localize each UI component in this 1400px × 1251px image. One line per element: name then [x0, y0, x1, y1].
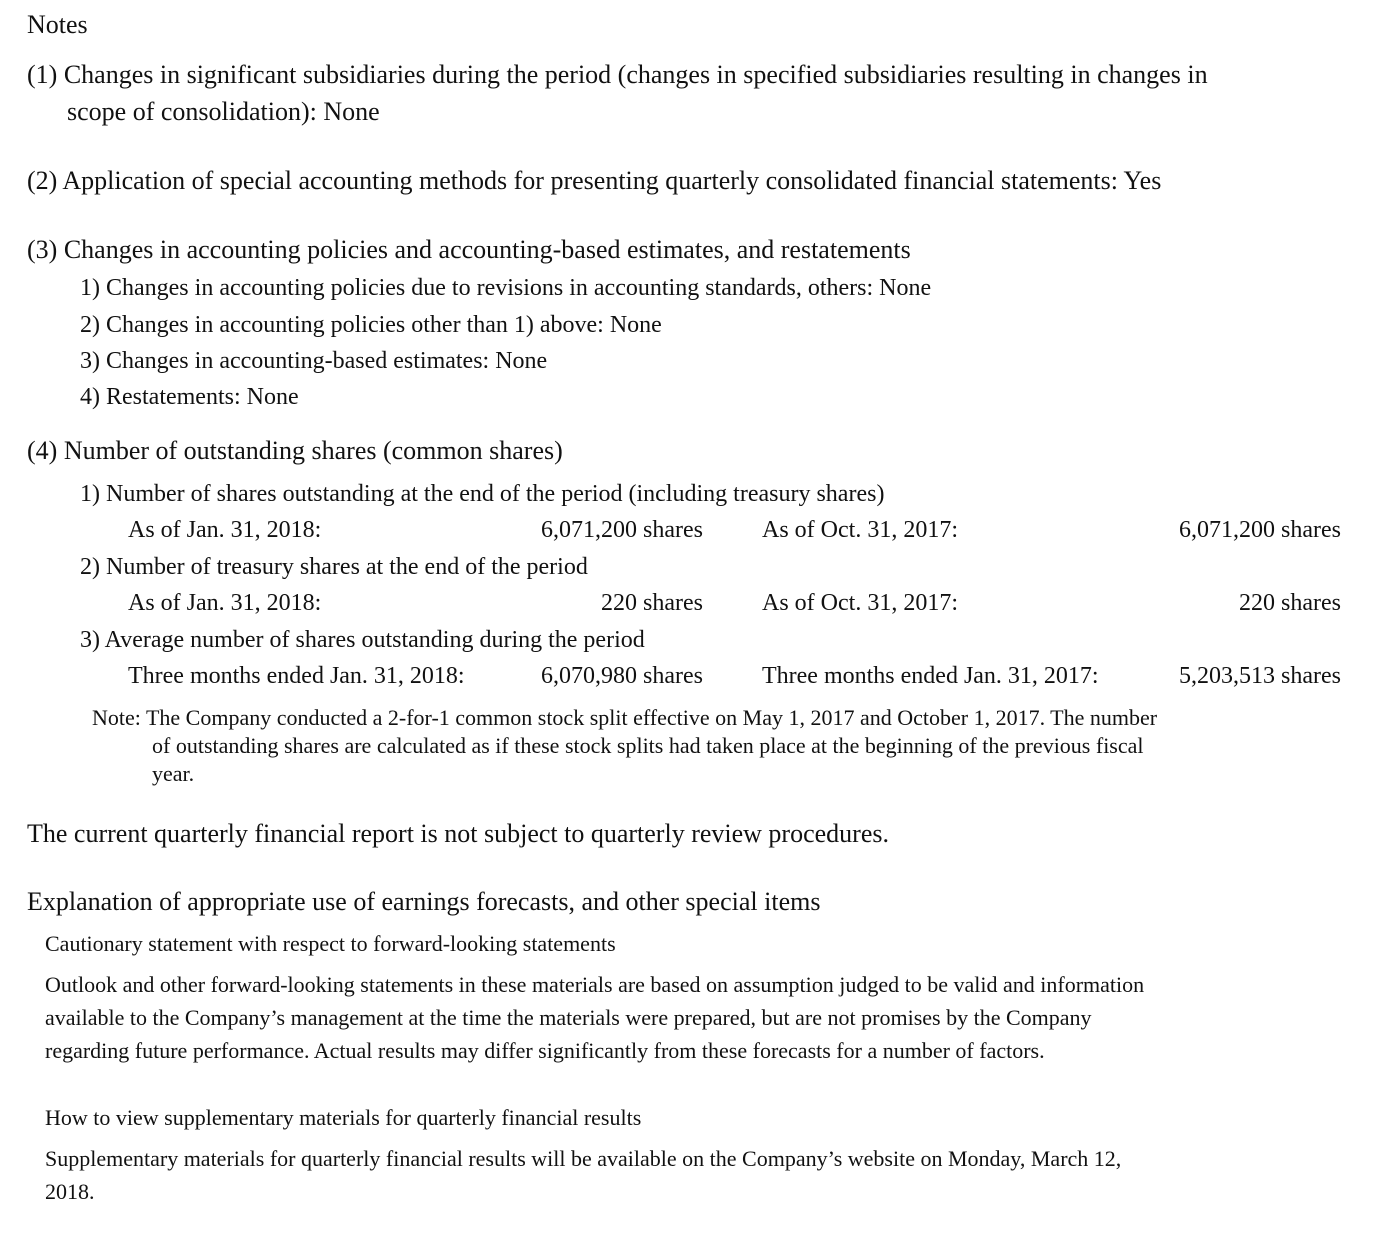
- review-statement: The current quarterly financial report is not subject to quarterly review procedures.: [27, 819, 889, 848]
- row-label: 1) Number of shares outstanding at the end of the period (including treasury shares): [80, 481, 885, 507]
- section-3-heading: (3) Changes in accounting policies and accounting-based estimates, and restatements: [27, 235, 911, 264]
- cautionary-line: available to the Company’s management at the time the materials were prepared, but are not promises by the Company: [45, 1005, 1092, 1030]
- left-date-label: As of Jan. 31, 2018:: [128, 517, 322, 543]
- right-date-label: As of Oct. 31, 2017:: [762, 517, 958, 543]
- section-4-heading: (4) Number of outstanding shares (common shares): [27, 436, 563, 465]
- right-value: 220 shares: [1239, 590, 1341, 616]
- right-value: 5,203,513 shares: [1179, 663, 1341, 689]
- section-3-item: 4) Restatements: None: [80, 384, 299, 410]
- left-value: 6,070,980 shares: [541, 663, 703, 689]
- cautionary-title: Cautionary statement with respect to forward-looking statements: [45, 931, 616, 956]
- notes-title: Notes: [27, 10, 88, 39]
- section-3-item: 1) Changes in accounting policies due to revisions in accounting standards, others: None: [80, 275, 932, 301]
- left-value: 220 shares: [601, 590, 703, 616]
- note-line-2: of outstanding shares are calculated as if these stock splits had taken place at the beginning of the previous fiscal: [152, 733, 1144, 758]
- right-date-label: Three months ended Jan. 31, 2017:: [762, 663, 1099, 689]
- left-date-label: As of Jan. 31, 2018:: [128, 590, 322, 616]
- cautionary-line: regarding future performance. Actual results may differ significantly from these forecasts for a number of factors.: [45, 1038, 1045, 1063]
- section-3-item: 3) Changes in accounting-based estimates: None: [80, 348, 548, 374]
- left-value: 6,071,200 shares: [541, 517, 703, 543]
- section-1-line-2: scope of consolidation): None: [67, 97, 380, 126]
- note-line-3: year.: [152, 761, 195, 786]
- right-date-label: As of Oct. 31, 2017:: [762, 590, 958, 616]
- row-label: 3) Average number of shares outstanding during the period: [80, 627, 645, 653]
- supplementary-title: How to view supplementary materials for quarterly financial results: [45, 1105, 642, 1130]
- explanation-heading: Explanation of appropriate use of earnings forecasts, and other special items: [27, 887, 821, 916]
- section-2-line-1: (2) Application of special accounting methods for presenting quarterly consolidated financial statements: Yes: [27, 166, 1162, 195]
- supplementary-line: 2018.: [45, 1179, 95, 1204]
- note-line-1: Note: The Company conducted a 2-for-1 common stock split effective on May 1, 2017 and October 1, 2017. The number: [92, 705, 1158, 730]
- cautionary-line: Outlook and other forward-looking statements in these materials are based on assumption judged to be valid and information: [45, 972, 1145, 997]
- row-label: 2) Number of treasury shares at the end of the period: [80, 554, 588, 580]
- left-date-label: Three months ended Jan. 31, 2018:: [128, 663, 465, 689]
- supplementary-line: Supplementary materials for quarterly financial results will be available on the Company’s website on Monday, March 12,: [45, 1146, 1122, 1171]
- section-1-line-1: (1) Changes in significant subsidiaries during the period (changes in specified subsidiaries resulting in changes in: [27, 60, 1208, 89]
- right-value: 6,071,200 shares: [1179, 517, 1341, 543]
- section-3-item: 2) Changes in accounting policies other than 1) above: None: [80, 312, 662, 338]
